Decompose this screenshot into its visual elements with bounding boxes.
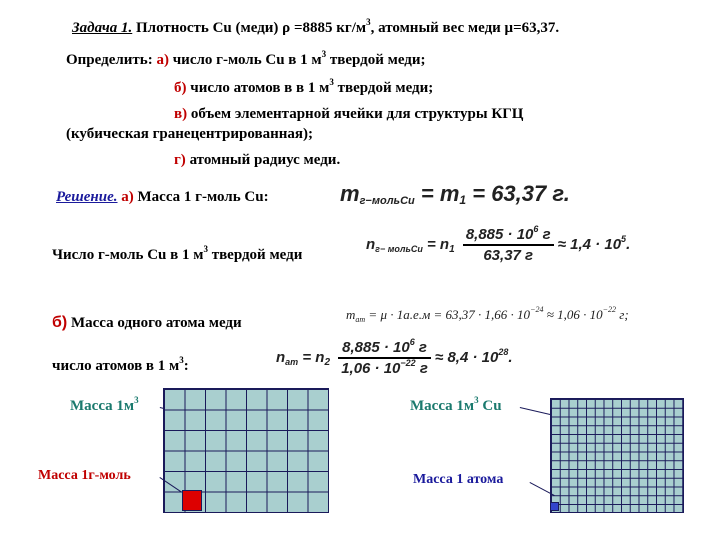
- define-d: г) атомный радиус меди.: [174, 152, 341, 168]
- label-left-mass-m3: Масса $1м^3$: [70, 395, 139, 414]
- solution-a: Решение. а) Масса 1 г-моль Cu:: [56, 189, 269, 205]
- fraction-moles: $\frac{8,885 \cdot 10^6 г}{63,37 г}$: [463, 226, 554, 264]
- solution-label: Решение.: [56, 189, 118, 205]
- formula-atoms: $n_{ат} = n_2$ $\frac{8,885 \cdot 10^6 г}{1,06 \cdot 10^{-22} г}$ ≈ $8,4 \cdot 10^{28}$.: [276, 337, 513, 377]
- formula-moles: $n_{г- мольCu} = n_1$ $\frac{8,885 \cdot 10^6 г}{63,37 г}$ ≈ $1,4 \cdot 10^5$.: [366, 224, 631, 264]
- fraction-atoms: $\frac{8,885 \cdot 10^6 г}{1,06 \cdot 10^{-22} г}$: [338, 339, 431, 377]
- formula-atom-mass: $m_{ат} = \mu \cdot 1а.е.м = 63,37 \cdot 1,66 \cdot 10^{-24} \approx 1,06 \cdot 10^{-22}$ г;: [346, 305, 629, 324]
- count-moles-text: Число г-моль Cu в 1 $м^3$ твердой меди: [52, 244, 303, 263]
- define-c-line2: (кубическая гранецентрированная);: [66, 126, 314, 142]
- task-title: Задача 1.: [72, 20, 133, 36]
- label-right-mass-atom: Масса 1 атома: [413, 472, 504, 487]
- solution-b: б) Масса одного атома меди: [52, 314, 242, 331]
- define-c: в) объем элементарной ячейки для структуры КГЦ: [174, 106, 524, 122]
- grid-cube-atoms: [550, 398, 684, 513]
- define-a: Определить: а) число г-моль Cu в 1 $м^3$ твердой меди;: [66, 49, 426, 68]
- atom-cell: [550, 502, 559, 511]
- atoms-count-text: число атомов в 1 $м^3$:: [52, 355, 189, 374]
- label-right-mass-m3: Масса $1м^3$ Cu: [410, 395, 502, 414]
- task-statement: Задача 1. Плотность Cu (меди) ρ =8885 $кг/м^3$, атомный вес меди μ=63,37.: [72, 17, 560, 36]
- label-left-mass-mole: Масса 1г-моль: [38, 468, 131, 483]
- formula-molar-mass: $m_{г-мольCu} = m_1 = 63,37$ г.: [340, 181, 570, 207]
- mole-cell: [182, 490, 202, 511]
- define-b: б) число атомов в в 1 $м^3$ твердой меди;: [174, 77, 434, 96]
